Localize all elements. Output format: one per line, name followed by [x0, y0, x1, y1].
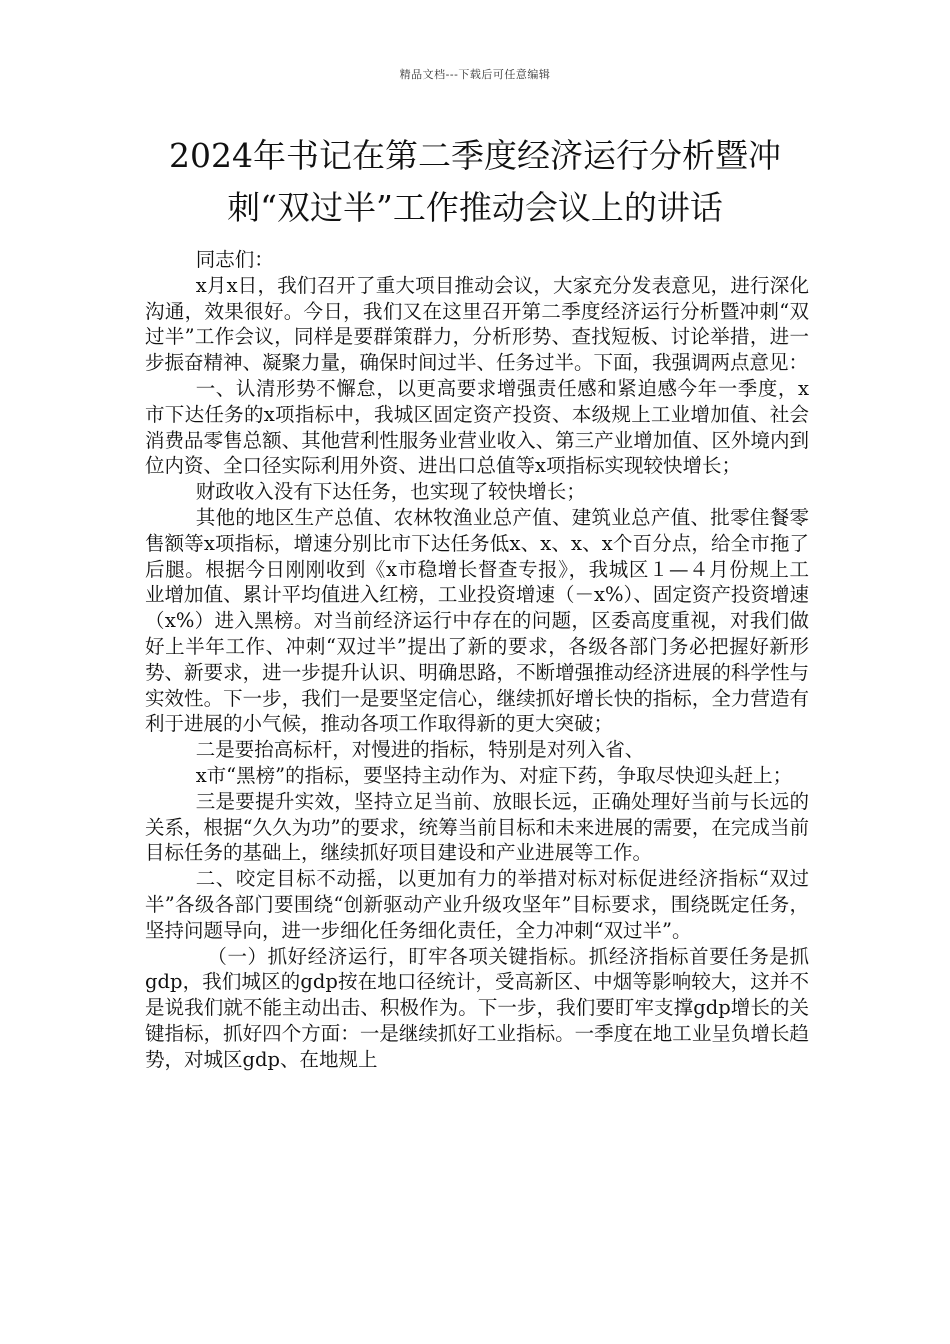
paragraph-fiscal: 财政收入没有下达任务，也实现了较快增长；: [195, 480, 586, 504]
document-body: [145, 247, 809, 1073]
paragraph-benchmark: 二是要抬高标杆，对慢进的指标，特别是对列入省、: [195, 738, 645, 762]
paragraph-section-1: 一、认清形势不懈怠，以更高要求增强责任感和紧迫感今年一季度，x市下达任务的x项指标中，我城区固定资产投资、本级规上工业增加值、社会消费品零售总额、其他营利性服务业营业收入、第三产业增加值、区外境内到位内资、全口径实际利用外资、进出口总值等x项指标实现较快增长；: [145, 376, 809, 478]
paragraph-indicators: 其他的地区生产总值、农林牧渔业总产值、建筑业总产值、批零住餐零售额等x项指标，增速分别比市下达任务低x、x、x、x个百分点，给全市拖了后腿。根据今日刚刚收到《x市稳增长督查专报》，我城区１—４月份规上工业增加值、累计平均值进入红榜，工业投资增速（－x%）、固定资产投资增速（x%）进入黑榜。对当前经济运行中存在的问题，区委高度重视，对我们做好上半年工作、冲刺“双过半”提出了新的要求，各级各部门务必把握好新形势、新要求，进一步提升认识、明确思路，不断增强推动经济进展的科学性与实效性。下一步，我们一是要坚定信心，继续抓好增长快的指标，全力营造有利于进展的小气候，推动各项工作取得新的更大突破；: [145, 505, 809, 736]
paragraph-intro: x月x日，我们召开了重大项目推动会议，大家充分发表意见，进行深化沟通，效果很好。今日，我们又在这里召开第二季度经济运行分析暨冲刺“双过半”工作会议，同样是要群策群力，分析形势、查找短板、讨论举措，进一步振奋精神、凝聚力量，确保时间过半、任务过半。下面，我强调两点意见：: [145, 273, 809, 375]
page-header-note: 精品文档---下载后可任意编辑: [399, 68, 551, 81]
paragraph-subsection-1: （一）抓好经济运行，盯牢各项关键指标。抓经济指标首要任务是抓gdp，我们城区的gdp按在地口径统计，受高新区、中烟等影响较大，这并不是说我们就不能主动出击、积极作为。下一步，我们要盯牢支撑gdp增长的关键指标，抓好四个方面：一是继续抓好工业指标。一季度在地工业呈负增长趋势，对城区gdp、在地规上: [145, 944, 809, 1071]
title-line-1: 2024年书记在第二季度经济运行分析暨冲: [169, 136, 781, 175]
document-title: [90, 130, 860, 234]
paragraph-effectiveness: 三是要提升实效，坚持立足当前、放眼长远，正确处理好当前与长远的关系，根据“久久为功”的要求，统筹当前目标和未来进展的需要，在完成当前目标任务的基础上，继续抓好项目建设和产业进展等工作。: [145, 789, 809, 865]
title-line-2: 刺“双过半”工作推动会议上的讲话: [227, 188, 723, 227]
salutation: 同志们：: [195, 248, 274, 271]
paragraph-section-2: 二、咬定目标不动摇，以更加有力的举措对标对标促进经济指标“双过半”各级各部门要围绕“创新驱动产业升级攻坚年”目标要求，围绕既定任务，坚持问题导向，进一步细化任务细化责任，全力冲刺“双过半”。: [145, 867, 809, 942]
paragraph-blacklist: x市“黑榜”的指标，要坚持主动作为、对症下药，争取尽快迎头赶上；: [195, 763, 793, 787]
